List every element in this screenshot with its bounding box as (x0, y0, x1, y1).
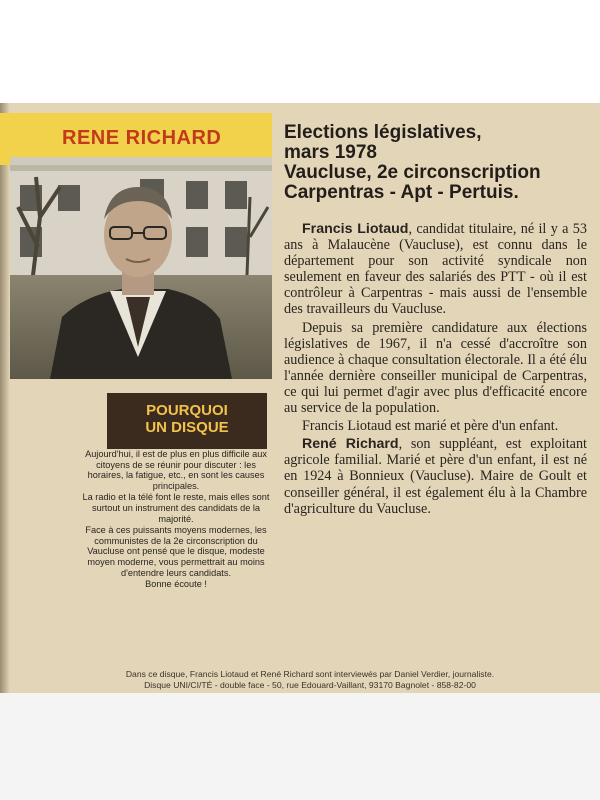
bio-name: René Richard (302, 436, 399, 453)
headline-line: Vaucluse, 2e circonscription (284, 162, 541, 183)
why-paragraph: La radio et la télé font le reste, mais elles sont surtout un instrument des candidats de la majorité. (82, 492, 270, 524)
headline-line: Elections législatives, (284, 122, 482, 143)
candidate-bio (284, 221, 587, 519)
why-title-line2: UN DISQUE (145, 419, 229, 436)
bio-name: Francis Liotaud (302, 221, 409, 237)
headline-line: mars 1978 (284, 142, 377, 163)
candidate-photo-image (10, 157, 272, 379)
why-disc-title-box (107, 393, 267, 449)
bio-paragraph: Francis Liotaud est marié et père d'un enfant. (302, 418, 559, 435)
credits-line: Disque UNI/CI/TÉ - double face - 50, rue Edouard-Vaillant, 93170 Bagnolet - 858-82-00 (144, 679, 476, 690)
why-disc-text (80, 449, 272, 591)
disc-credits (70, 669, 550, 690)
credits-line: Dans ce disque, Francis Liotaud et René Richard sont interviewés par Daniel Verdier, journaliste. (125, 669, 495, 679)
election-headline (284, 123, 584, 203)
record-sleeve (0, 103, 600, 693)
candidate-name-label: RENE RICHARD (62, 127, 222, 149)
sleeve-shadow (0, 103, 10, 693)
why-paragraph: Face à ces puissants moyens modernes, les communistes de la 2e circonscription du Vaucluse ont pensé que le disque, modeste moyen moderne, vous permettrait au moins d'entendre leurs candidats. (85, 525, 267, 578)
why-title-line1: POURQUOI (146, 402, 228, 419)
background-surface (0, 693, 600, 800)
headline-line: Carpentras - Apt - Pertuis. (284, 182, 519, 203)
bio-paragraph: Francis Liotaud, candidat titulaire, né il y a 53 ans à Malaucène (Vaucluse), est connu dans le département pour son activité syndicale non seulement en faveur des salariés des PTT - où il est contrôleur à Carpentras - mais aussi de l'ensemble des travailleurs du Vaucluse. (284, 221, 587, 318)
candidate-photo (10, 157, 272, 379)
why-paragraph: Aujourd'hui, il est de plus en plus difficile aux citoyens de se réunir pour discuter : les horaires, la fatigue, etc., en sont les causes principales. (85, 449, 267, 491)
bio-paragraph: Depuis sa première candidature aux élections législatives de 1967, il n'a cessé d'accroître son audience à chaque consultation électorale. Il a été élu l'année dernière conseiller municipal de Carpentras, ce qui lui permet d'agir avec plus d'efficacité encore au service de la population. (284, 319, 587, 417)
why-paragraph: Bonne écoute ! (145, 579, 207, 590)
bio-paragraph: René Richard, son suppléant, est exploitant agricole familial. Marié et père d'un enfant, il est né en 1924 à Bonnieux (Vaucluse). Maire de Goult et conseiller général, il est également élu à la Chambre d'agriculture du Vaucluse. (284, 436, 587, 517)
